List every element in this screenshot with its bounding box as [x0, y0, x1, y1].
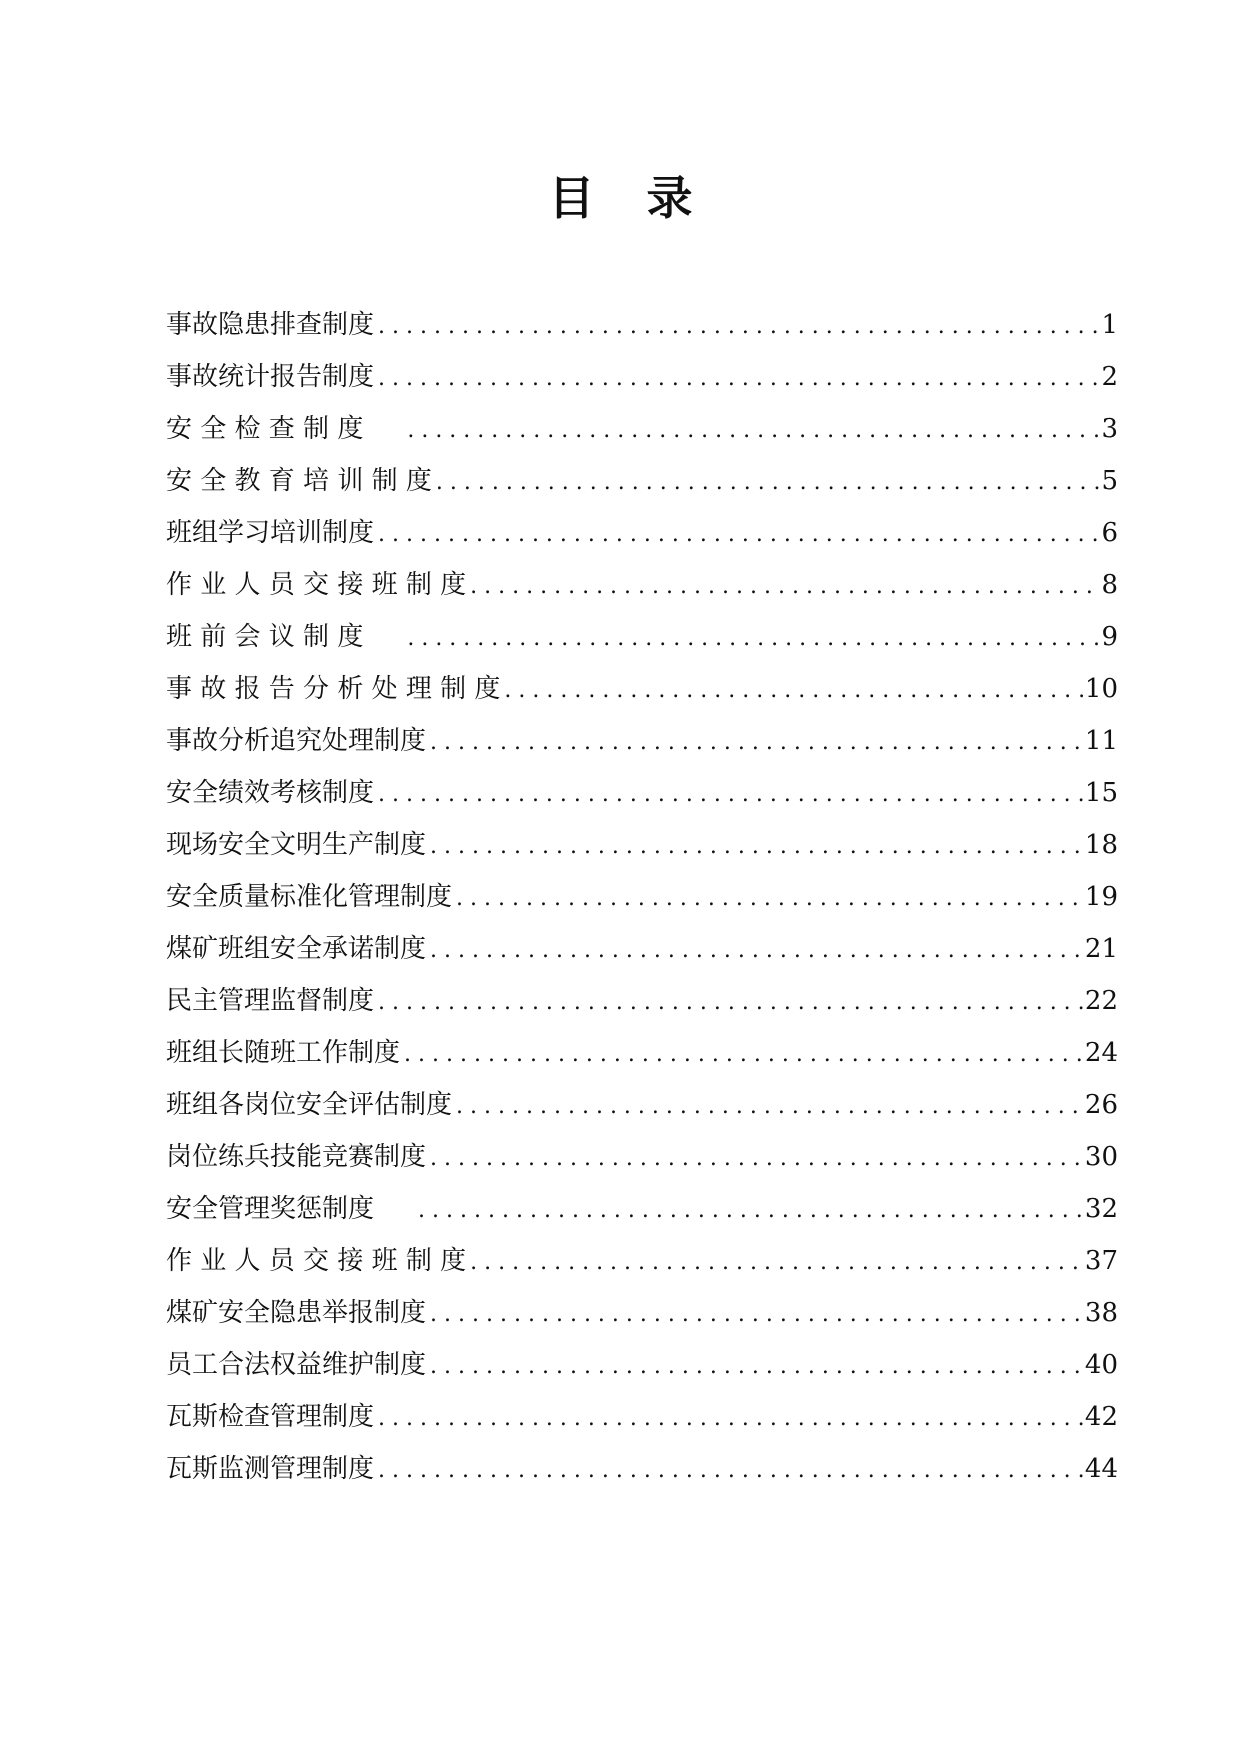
toc-page-number: 44 [1084, 1454, 1118, 1484]
toc-page-number: 24 [1084, 1038, 1118, 1068]
title-char: 目 [548, 171, 595, 225]
toc-entry-title: 瓦斯监测管理制度 [166, 1454, 375, 1484]
toc-entry-title: 安 全 教 育 培 训 制 度 [166, 466, 432, 496]
toc-page-number: 10 [1084, 674, 1118, 704]
toc-page-number: 6 [1101, 518, 1118, 548]
toc-entry[interactable] [166, 927, 1118, 979]
toc-entry-title: 班 前 会 议 制 度 [166, 622, 364, 652]
toc-dot-leader [452, 877, 1085, 921]
toc-page-number: 37 [1084, 1246, 1118, 1276]
toc-entry-title: 煤矿班组安全承诺制度 [166, 934, 427, 964]
toc-entry-title: 安全绩效考核制度 [166, 778, 375, 808]
page-title [0, 168, 1241, 228]
toc-page-number: 5 [1101, 466, 1118, 496]
toc-entry-title: 安全管理奖惩制度 [166, 1194, 375, 1224]
toc-entry-title: 安全质量标准化管理制度 [166, 882, 453, 912]
toc-dot-leader [403, 409, 1101, 453]
toc-page-number: 15 [1084, 778, 1118, 808]
toc-dot-leader [426, 929, 1085, 973]
toc-entry[interactable] [166, 1395, 1118, 1447]
toc-dot-leader [432, 461, 1102, 505]
toc-page-number: 32 [1084, 1194, 1118, 1224]
toc-entry-title: 班组各岗位安全评估制度 [166, 1090, 453, 1120]
toc-entry[interactable] [166, 1083, 1118, 1135]
toc-entry[interactable] [166, 979, 1118, 1031]
toc-dot-leader [374, 773, 1085, 817]
toc-entry[interactable] [166, 1343, 1118, 1395]
toc-dot-leader [374, 1449, 1085, 1493]
toc-entry-title: 班组长随班工作制度 [166, 1038, 401, 1068]
toc-page-number: 38 [1084, 1298, 1118, 1328]
toc-entry[interactable] [166, 1135, 1118, 1187]
toc-page-number: 2 [1101, 362, 1118, 392]
toc-page-number: 9 [1101, 622, 1118, 652]
toc-entry-title: 事故分析追究处理制度 [166, 726, 427, 756]
toc-entry[interactable] [166, 407, 1118, 459]
toc-page-number: 42 [1084, 1402, 1118, 1432]
toc-entry[interactable] [166, 1239, 1118, 1291]
toc-entry-title: 班组学习培训制度 [166, 518, 375, 548]
toc-entry[interactable] [166, 875, 1118, 927]
toc-dot-leader [426, 825, 1085, 869]
toc-entry[interactable] [166, 1291, 1118, 1343]
toc-dot-leader [426, 1345, 1085, 1389]
toc-dot-leader [374, 357, 1101, 401]
toc-entry[interactable] [166, 563, 1118, 615]
toc-page-number: 22 [1084, 986, 1118, 1016]
toc-entry[interactable] [166, 771, 1118, 823]
toc-dot-leader [426, 721, 1085, 765]
toc-dot-leader [466, 1241, 1085, 1285]
toc-page-number: 18 [1084, 830, 1118, 860]
title-char: 录 [646, 171, 693, 225]
toc-entry[interactable] [166, 823, 1118, 875]
toc-page-number: 3 [1101, 414, 1118, 444]
toc-entry-title: 作 业 人 员 交 接 班 制 度 [166, 570, 467, 600]
toc-entry-title: 煤矿安全隐患举报制度 [166, 1298, 427, 1328]
toc-page-number: 30 [1084, 1142, 1118, 1172]
toc-page-number: 21 [1084, 934, 1118, 964]
toc-page-number: 40 [1084, 1350, 1118, 1380]
toc-entry[interactable] [166, 615, 1118, 667]
toc-dot-leader [403, 617, 1101, 661]
toc-entry[interactable] [166, 303, 1118, 355]
toc-page-number: 11 [1084, 726, 1118, 756]
toc-dot-leader [374, 1397, 1085, 1441]
toc-entry[interactable] [166, 511, 1118, 563]
toc-entry[interactable] [166, 1447, 1118, 1499]
toc-page-number: 1 [1101, 310, 1118, 340]
toc-entry[interactable] [166, 1031, 1118, 1083]
toc-entry-title: 作 业 人 员 交 接 班 制 度 [166, 1246, 467, 1276]
toc-dot-leader [400, 1033, 1085, 1077]
toc-page-number: 19 [1084, 882, 1118, 912]
toc-page-number: 26 [1084, 1090, 1118, 1120]
toc-dot-leader [374, 981, 1085, 1025]
toc-entry-title: 现场安全文明生产制度 [166, 830, 427, 860]
toc-page-number: 8 [1101, 570, 1118, 600]
toc-entry-title: 事故隐患排查制度 [166, 310, 375, 340]
toc-dot-leader [452, 1085, 1085, 1129]
toc-dot-leader [426, 1137, 1085, 1181]
toc-dot-leader [374, 513, 1101, 557]
toc-entry-title: 员工合法权益维护制度 [166, 1350, 427, 1380]
toc-entry[interactable] [166, 719, 1118, 771]
toc-dot-leader [500, 669, 1085, 713]
toc-entry-title: 民主管理监督制度 [166, 986, 375, 1016]
toc-entry[interactable] [166, 1187, 1118, 1239]
toc-dot-leader [466, 565, 1101, 609]
toc-dot-leader [374, 305, 1101, 349]
toc-entry-title: 岗位练兵技能竞赛制度 [166, 1142, 427, 1172]
toc-entry[interactable] [166, 459, 1118, 511]
toc-dot-leader [426, 1293, 1085, 1337]
toc-dot-leader [414, 1189, 1085, 1233]
toc-entry[interactable] [166, 667, 1118, 719]
toc-entry-title: 事 故 报 告 分 析 处 理 制 度 [166, 674, 501, 704]
toc-entry-title: 瓦斯检查管理制度 [166, 1402, 375, 1432]
toc-entry[interactable] [166, 355, 1118, 407]
toc-entry-title: 安 全 检 查 制 度 [166, 414, 364, 444]
toc-entry-title: 事故统计报告制度 [166, 362, 375, 392]
table-of-contents [166, 303, 1118, 1499]
